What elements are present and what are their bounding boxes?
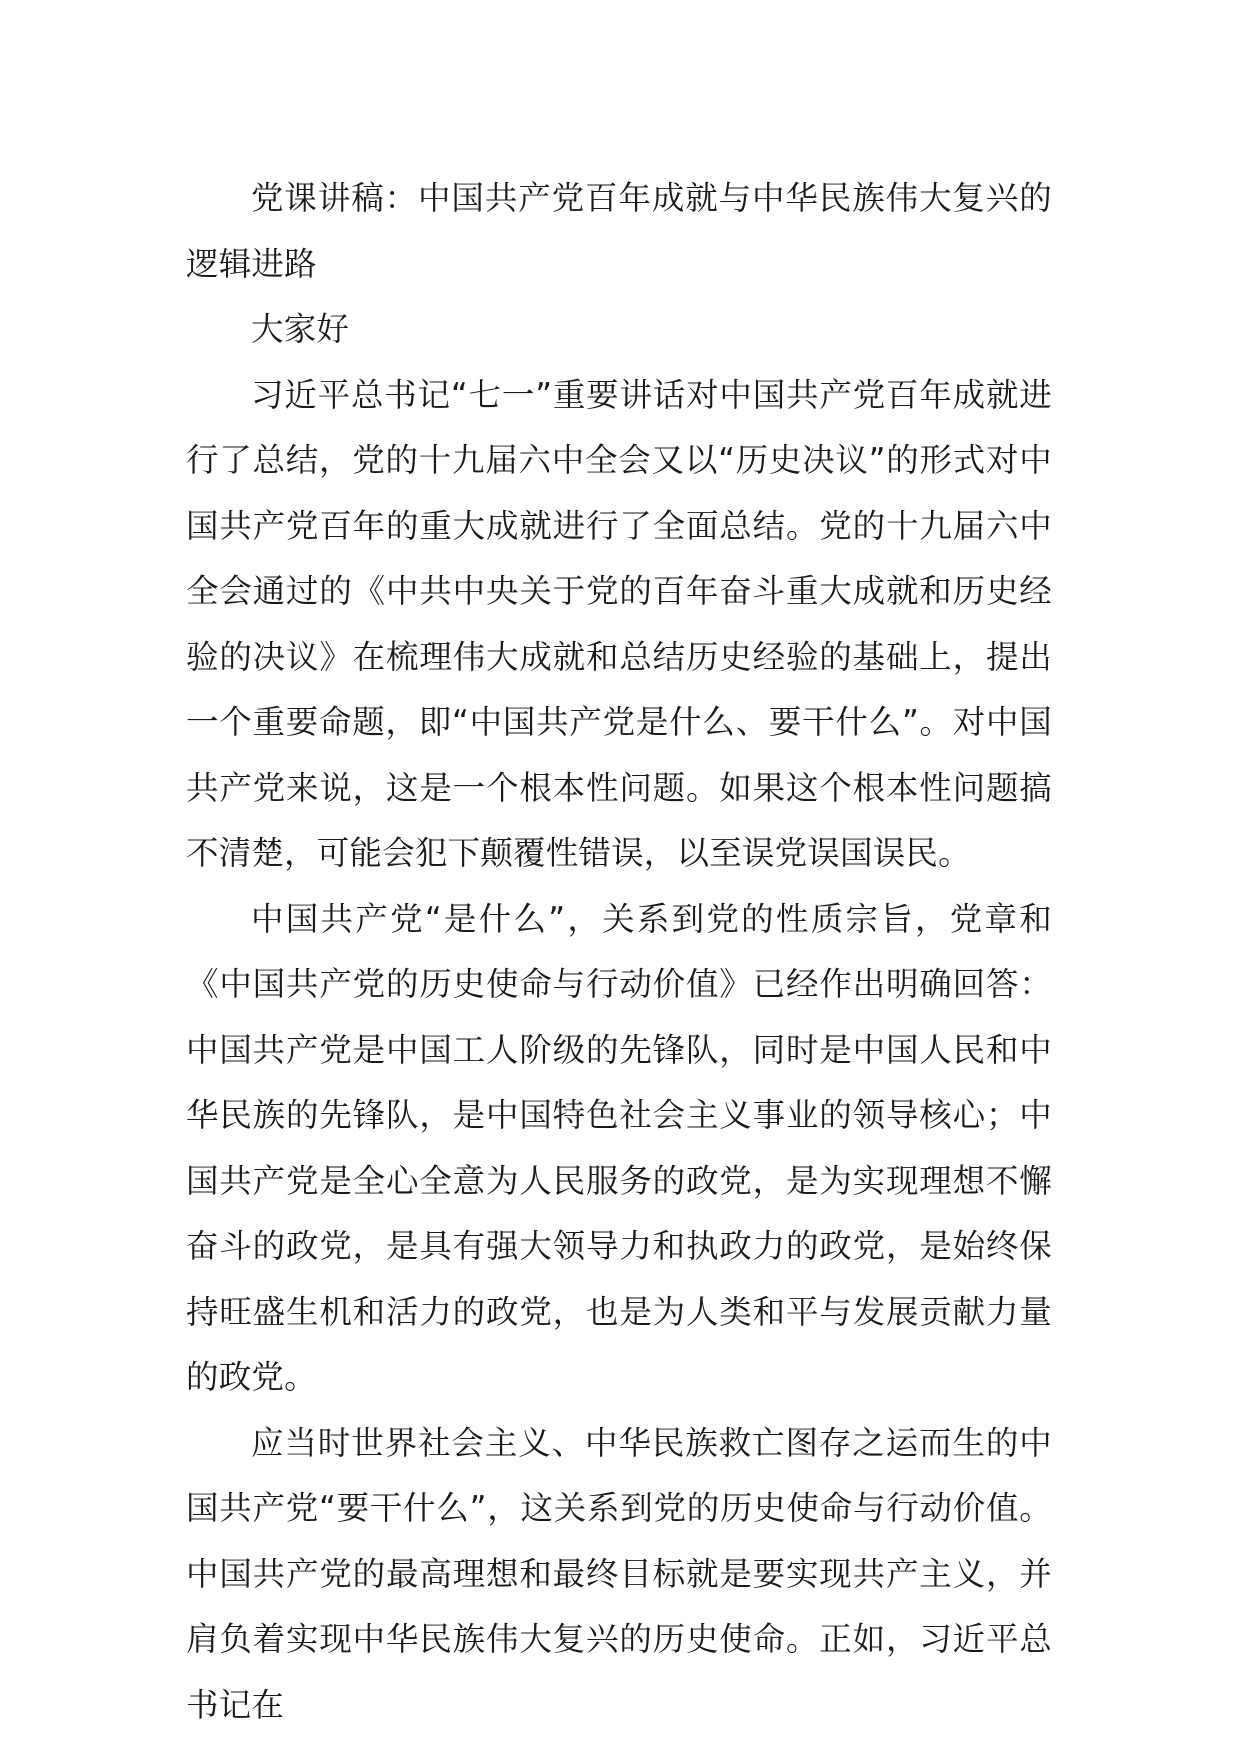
- paragraph-1: 习近平总书记“七一”重要讲话对中国共产党百年成就进行了总结，党的十九届六中全会又以“历史决议”的形式对中国共产党百年的重大成就进行了全面总结。党的十九届六中全会通过的《中共中央关于党的百年奋斗重大成就和历史经验的决议》在梳理伟大成就和总结历史经验的基础上，提出一个重要命题，即“中国共产党是什么、要干什么”。对中国共产党来说，这是一个根本性问题。如果这个根本性问题搞不清楚，可能会犯下颠覆性错误，以至误党误国误民。: [186, 375, 1052, 872]
- paragraph-3: 应当时世界社会主义、中华民族救亡图存之运而生的中国共产党“要干什么”，这关系到党的历史使命与行动价值。中国共产党的最高理想和最终目标就是要实现共产主义，并肩负着实现中华民族伟大复兴的历史使命。正如，习近平总书记在: [186, 1423, 1052, 1724]
- document-title: 党课讲稿：中国共产党百年成就与中华民族伟大复兴的逻辑进路: [186, 179, 1052, 283]
- paragraph-2: 中国共产党“是什么”，关系到党的性质宗旨，党章和《中国共产党的历史使命与行动价值》已经作出明确回答：中国共产党是中国工人阶级的先锋队，同时是中国人民和中华民族的先锋队，是中国特色社会主义事业的领导核心；中国共产党是全心全意为人民服务的政党，是为实现理想不懈奋斗的政党，是具有强大领导力和执政力的政党，是始终保持旺盛生机和活力的政党，也是为人类和平与发展贡献力量的政党。: [186, 899, 1052, 1396]
- document-body: [186, 166, 1052, 1738]
- greeting: 大家好: [251, 310, 350, 348]
